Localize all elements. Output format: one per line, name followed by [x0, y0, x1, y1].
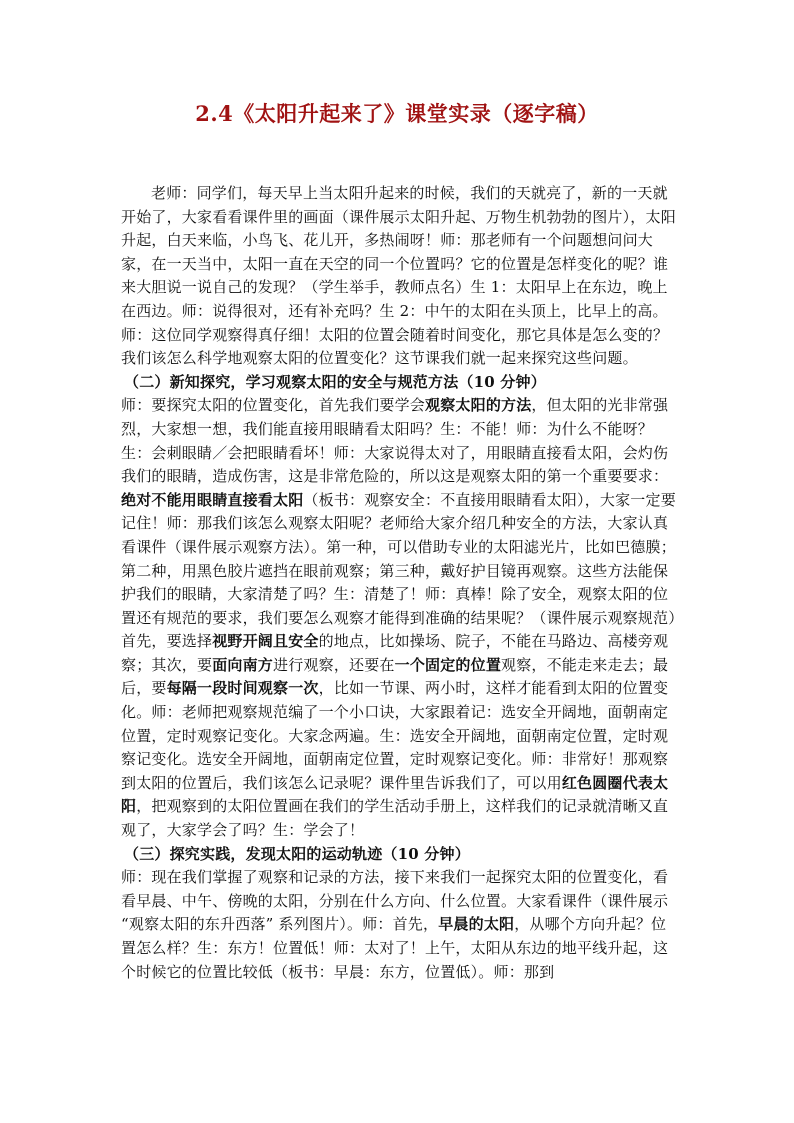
- text-run: 的地点，比如操场、院子，不能在马路边、高楼旁观察；其次，要: [121, 632, 669, 674]
- emphasis-open-safe: 视野开阔且安全: [212, 632, 319, 651]
- section-3-heading: （三）探究实践，发现太阳的运动轨迹（10 分钟）: [124, 844, 470, 863]
- emphasis-face-south: 面向南方: [212, 655, 274, 674]
- text-run: （板书：观察安全：不直接用眼睛看太阳），大家一定要记住！师：那我们该怎么观察太阳呢？老师给大家介绍几种安全的方法，大家认真看课件（课件展示观察方法）。第一种，可以借助专业的太阳滤光片，比如巴德膜；第二种，用黑色胶片遮挡在眼前观察；第三种，戴好护目镜再观察。这些方法能保护我们的眼睛，大家清楚了吗？生：清楚了！师：真棒！除了安全，观察太阳的位置还有规范的要求，我们要怎么观察才能得到准确的结果呢？（课件展示观察规范）首先，要选择: [121, 490, 676, 651]
- section-3-paragraph: [121, 866, 679, 984]
- document-body: [121, 182, 679, 984]
- text-run: ，把观察到的太阳位置画在我们的学生活动手册上，这样我们的记录就清晰又直观了，大家学会了吗？生：学会了！: [121, 797, 669, 840]
- section-2-heading: （二）新知探究，学习观察太阳的安全与规范方法（10 分钟）: [124, 372, 546, 391]
- emphasis-observe-method: 观察太阳的方法: [425, 396, 532, 415]
- emphasis-interval: 每隔一段时间观察一次: [166, 679, 319, 698]
- text-run: ，比如一节课、两小时，这样才能看到太阳的位置变化。师：老师把观察规范编了一个小口诀，大家跟着记：选安全开阔地，面朝南定位置，定时观察记变化。大家念两遍。生：选安全开阔地，面朝南定位置，定时观察记变化。选安全开阔地，面朝南定位置，定时观察记变化。师：非常好！那观察到太阳的位置后，我们该怎么记录呢？课件里告诉我们了，可以用: [121, 679, 669, 792]
- text-run: 师：现在我们掌握了观察和记录的方法，接下来我们一起探究太阳的位置变化，看看早晨、中午、傍晚的太阳，分别在什么方向、什么位置。大家看课件（课件展示 “观察太阳的东升西落” 系列图片）。师：首先，: [121, 868, 669, 934]
- text-run: ，从哪个方向升起？位置怎么样？生：东方！位置低！师：太对了！上午，太阳从东边的地平线升起，这个时候它的位置比较低（板书：早晨：东方，位置低）。师：那到: [121, 915, 669, 981]
- section-2-paragraph: [121, 394, 679, 842]
- text-run: 观察，不能走来走去；最后，要: [121, 655, 669, 698]
- emphasis-morning-sun: 早晨的太阳: [438, 915, 515, 934]
- intro-paragraph: 老师：同学们，每天早上当太阳升起来的时候，我们的天就亮了，新的一天就开始了，大家看看课件里的画面（课件展示太阳升起、万物生机勃勃的图片），太阳升起，白天来临，小鸟飞、花儿开，多热闹呀！师：那老师有一个问题想问问大家，在一天当中，太阳一直在天空的同一个位置吗？它的位置是怎样变化的呢？谁来大胆说一说自己的发现？（学生举手，教师点名）生 1：太阳早上在东边，晚上在西边。师：说得很对，还有补充吗？生 2：中午的太阳在头顶上，比早上的高。师：这位同学观察得真仔细！太阳的位置会随着时间变化，那它具体是怎么变的？我们该怎么科学地观察太阳的位置变化？这节课我们就一起来探究这些问题。: [121, 184, 676, 368]
- text-run: ，但太阳的光非常强烈，大家想一想，我们能直接用眼睛看太阳吗？生：不能！师：为什么不能呀？生：会刺眼睛／会把眼睛看坏！师：大家说得太对了，用眼睛直接看太阳，会灼伤我们的眼睛，造成伤害，这是非常危险的，所以这是观察太阳的第一个重要要求：: [121, 396, 669, 486]
- emphasis-red-circle: 红色圆圈代表太阳: [121, 773, 669, 816]
- text-run: 师：要探究太阳的位置变化，首先我们要学会: [121, 396, 426, 415]
- emphasis-fixed-position: 一个固定的位置: [394, 655, 502, 674]
- text-run: 进行观察，还要在: [273, 655, 395, 674]
- emphasis-no-direct-look: 绝对不能用眼睛直接看太阳: [121, 490, 304, 509]
- document-title: 2.4《太阳升起来了》课堂实录（逐字稿）: [195, 101, 599, 126]
